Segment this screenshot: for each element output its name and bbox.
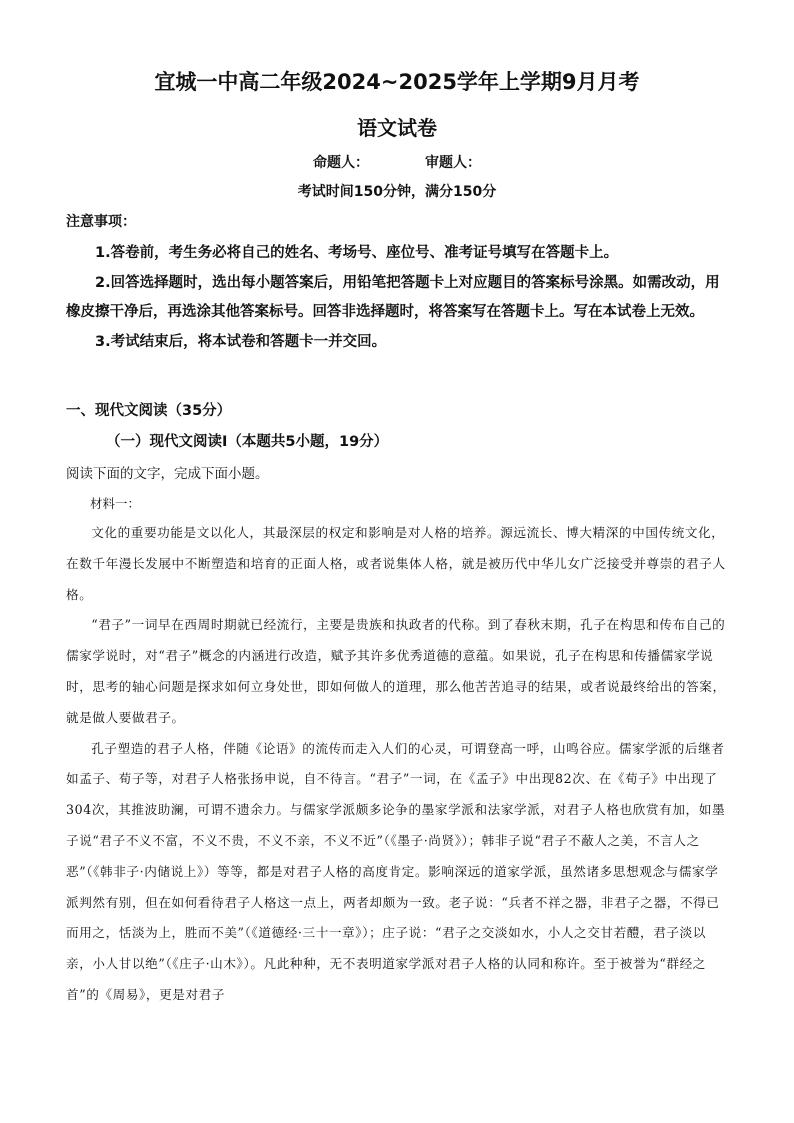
notice-item-3: 3.考试结束后，将本试卷和答题卡一并交回。 (95, 333, 387, 350)
exam-title: 宜城一中高二年级2024~2025学年上学期9月月考 (154, 70, 640, 94)
subsection-heading: （一）现代文阅读Ⅰ（本题共5小题，19分） (106, 434, 389, 450)
subject-title: 语文试卷 (357, 116, 437, 140)
passage-paragraph: “君子”一词早在西周时期就已经流行，主要是贵族和执政者的代称。到了春秋末期，孔子在构思和传布自己的儒家学说时，对“君子”概念的内涵进行改造，赋予其许多优秀道德的意蕴。如果说，孔子在构思和传播儒家学说时，思考的轴心问题是探求如何立身处世，即如何做人的道理，那么他苦苦追寻的结果，或者说最终给出的答案，就是做人要做君子。 (66, 617, 726, 725)
proposer-reviewer-line (0, 152, 794, 172)
reading-instruction: 阅读下面的文字，完成下面小题。 (66, 466, 269, 482)
passage-paragraph: 文化的重要功能是文以化人，其最深层的权定和影响是对人格的培养。源远流长、博大精深的中国传统文化，在数千年漫长发展中不断塑造和培育的正面人格，或者说集体人格，就是被历代中华儿女广泛接受并尊崇的君子人格。 (66, 525, 726, 602)
proposer-label: 命题人： (313, 155, 369, 171)
section-heading: 一、现代文阅读（35分） (66, 403, 232, 419)
notice-item-1: 1.答卷前，考生务必将自己的姓名、考场号、座位号、准考证号填写在答题卡上。 (95, 245, 619, 261)
notice-heading: 注意事项： (66, 214, 136, 230)
exam-info: 考试时间150分钟，满分150分 (297, 184, 497, 200)
passage-paragraph: 孔子塑造的君子人格，伴随《论语》的流传而走入人们的心灵，可谓登高一呼，山鸣谷应。儒家学派的后继者如孟子、荀子等，对君子人格张扬申说，自不待言。“君子”一词，在《孟子》中出现82次、在《荀子》中出现了304次，其推波助澜，可谓不遗余力。与儒家学派颇多论争的墨家学派和法家学派，对君子人格也欣赏有加，如墨子说“君子不义不富，不义不贵，不义不亲，不义不近”（《墨子·尚贤》）；韩非子说“君子不蔽人之美，不言人之恶”（《韩非子·内储说上》）等等，都是对君子人格的高度肯定。影响深远的道家学派，虽然诸多思想观念与儒家学派判然有别，但在如何看待君子人格这一点上，两者却颇为一致。老子说：“兵者不祥之器，非君子之器，不得已而用之，恬淡为上，胜而不美”（《道德经·三十一章》）；庄子说：“君子之交淡如水，小人之交甘若醴，君子淡以亲，小人甘以绝”（《庄子·山木》）。凡此种种，无不表明道家学派对君子人格的认同和称许。至于被誉为“群经之首”的《周易》，更是对君子 (66, 740, 726, 1002)
reviewer-label: 审题人： (425, 155, 481, 171)
material-label: 材料一： (90, 496, 141, 511)
reading-passage (66, 518, 730, 1011)
notice-item-2: 2.回答选择题时，选出每小题答案后，用铅笔把答题卡上对应题目的答案标号涂黑。如需改动，用橡皮擦干净后，再选涂其他答案标号。回答非选择题时，将答案写在答题卡上。写在本试卷上无效。 (66, 274, 720, 320)
notice-list (66, 239, 730, 357)
